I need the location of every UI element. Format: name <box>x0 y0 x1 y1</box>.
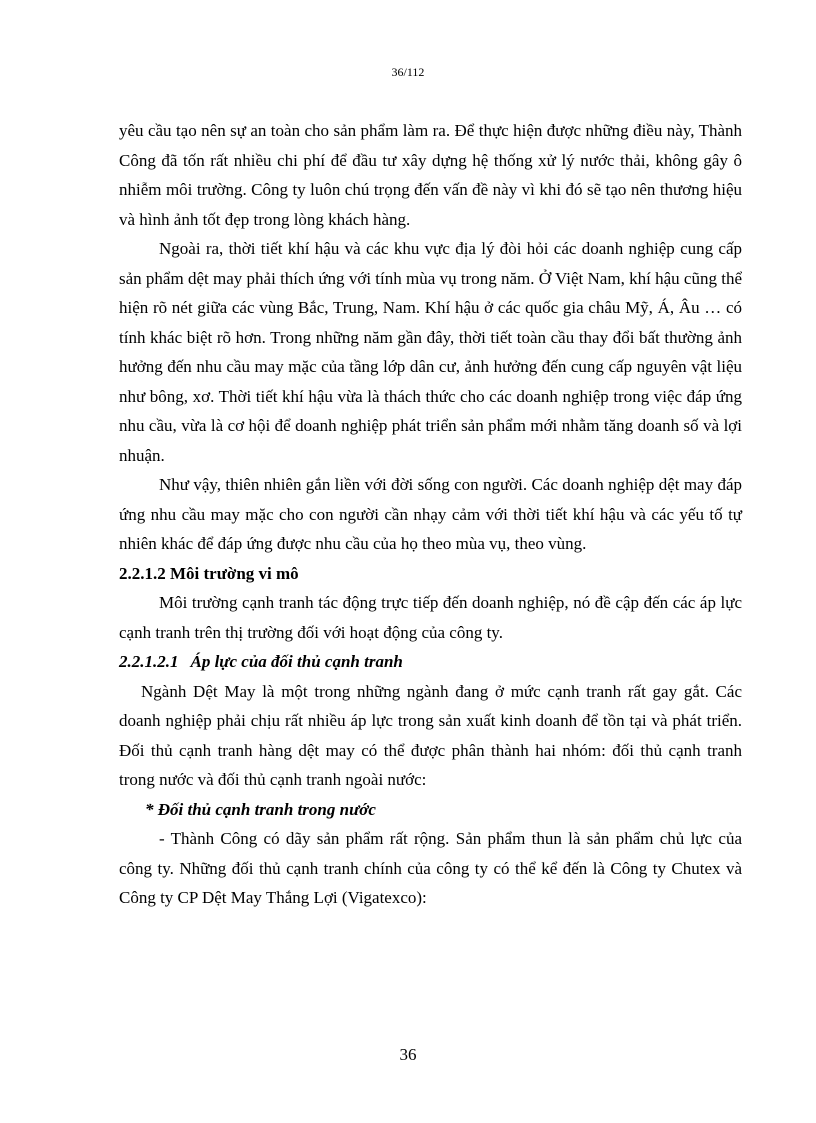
heading-number: 2.2.1.2.1 <box>119 652 179 671</box>
page-counter: 36/112 <box>391 65 425 79</box>
document-body <box>119 116 742 913</box>
paragraph-water-treatment: yêu cầu tạo nên sự an toàn cho sản phẩm làm ra. Để thực hiện được những điều này, Thành Công đã tốn rất nhiều chi phí để đầu tư xây dựng hệ thống xử lý nước thải, không gây ô nhiễm môi trường. Công ty luôn chú trọng đến vấn đề này vì khi đó sẽ tạo nên thương hiệu và hình ảnh tốt đẹp trong lòng khách hàng. <box>119 121 742 229</box>
heading-title: Áp lực của đối thủ cạnh tranh <box>190 652 403 671</box>
paragraph-textile-industry: Ngành Dệt May là một trong những ngành đang ở mức cạnh tranh rất gay gắt. Các doanh nghiệp phải chịu rất nhiều áp lực trong sản xuất kinh doanh để tồn tại và phát triển. Đối thủ cạnh tranh hàng dệt may có thể được phân thành hai nhóm: đối thủ cạnh tranh trong nước và đối thủ cạnh tranh ngoài nước: <box>119 681 742 789</box>
paragraph-competitive-environment: Môi trường cạnh tranh tác động trực tiếp đến doanh nghiệp, nó đề cập đến các áp lực cạnh tranh trên thị trường đối với hoạt động của công ty. <box>119 593 742 642</box>
heading-micro-environment: 2.2.1.2 Môi trường vi mô <box>119 563 299 583</box>
paragraph-climate: Ngoài ra, thời tiết khí hậu và các khu vực địa lý đòi hỏi các doanh nghiệp cung cấp sản phẩm dệt may phải thích ứng với tính mùa vụ trong năm. Ở Việt Nam, khí hậu cũng thể hiện rõ nét giữa các vùng Bắc, Trung, Nam. Khí hậu ở các quốc gia châu Mỹ, Á, Âu … có tính khác biệt rõ hơn. Trong những năm gần đây, thời tiết toàn cầu thay đổi bất thường ảnh hưởng đến nhu cầu may mặc của tầng lớp dân cư, ảnh hưởng đến cung cấp nguyên vật liệu như bông, xơ. Thời tiết khí hậu vừa là thách thức cho các doanh nghiệp trong việc đáp ứng nhu cầu, vừa là cơ hội để doanh nghiệp phát triển sản phẩm mới nhằm tăng doanh số và lợi nhuận. <box>119 239 742 465</box>
heading-competitor-pressure <box>119 647 742 677</box>
paragraph-product-range: - Thành Công có dãy sản phẩm rất rộng. Sản phẩm thun là sản phẩm chủ lực của công ty. Những đối thủ cạnh tranh chính của công ty có thể kể đến là Công ty Chutex và Công ty CP Dệt May Thắng Lợi (Vigatexco): <box>119 829 742 907</box>
paragraph-nature: Như vậy, thiên nhiên gắn liền với đời sống con người. Các doanh nghiệp dệt may đáp ứng nhu cầu may mặc cho con người cần nhạy cảm với thời tiết khí hậu và các yếu tố tự nhiên khác để đáp ứng được nhu cầu của họ theo mùa vụ, theo vùng. <box>119 475 742 553</box>
sub-heading-domestic-competitors: * Đối thủ cạnh tranh trong nước <box>145 799 376 819</box>
page-number: 36 <box>399 1045 417 1064</box>
